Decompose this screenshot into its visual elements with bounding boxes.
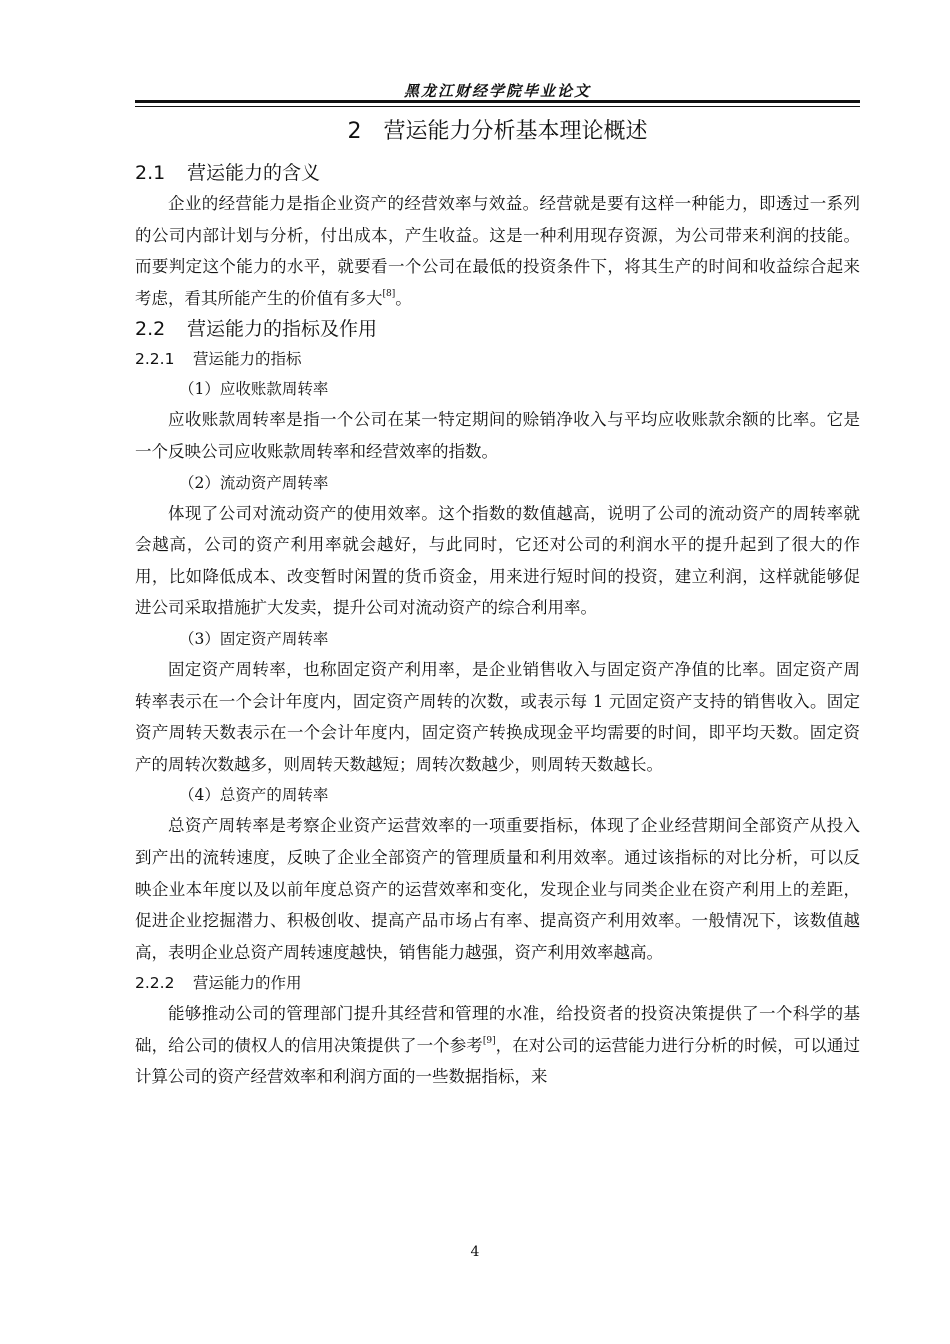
- paragraph-text-continued: ，在对公司的运营能力进行分析的时候，可以通过计算公司的资产经营效率和利润方面的一些数据指标，来: [135, 1035, 861, 1087]
- paragraph-end: 。: [395, 288, 412, 308]
- indicator-label: （3）固定资产周转率: [179, 629, 329, 648]
- indicator-paragraph: 固定资产周转率，也称固定资产利用率，是企业销售收入与固定资产净值的比率。固定资产周转率表示在一个会计年度内，固定资产周转的次数，或表示每 1 元固定资产支持的销售收入。固定资产周转天数表示在一个会计年度内，固定资产转换成现金平均需要的时间，即平均天数。固定资产的周转次数越多，则周转天数越短；周转次数越少，则周转天数越长。: [135, 659, 860, 774]
- indicator-label: （4）总资产的周转率: [179, 786, 329, 805]
- header-rule-thick: [135, 100, 860, 103]
- subsection-number: 2.2.2: [135, 974, 175, 993]
- chapter-title: 营运能力分析基本理论概述: [383, 119, 648, 144]
- page-number: 4: [470, 1244, 480, 1260]
- indicator-paragraph: 应收账款周转率是指一个公司在某一特定期间的赊销净收入与平均应收账款余额的比率。它是一个反映公司应收账款周转率和经营效率的指数。: [135, 410, 860, 461]
- chapter-number: 2: [347, 119, 362, 144]
- section-number: 2.1: [135, 162, 166, 184]
- section-2-2-2-paragraph: [135, 998, 860, 1093]
- subsection-number: 2.2.1: [135, 350, 175, 369]
- section-2-2-1-heading: [135, 344, 860, 374]
- paragraph-text: 能够推动公司的管理部门提升其经营和管理的水准，给投资者的投资决策提供了一个科学的基础，给公司的债权人的信用决策提供了一个参考: [135, 1004, 860, 1055]
- citation-ref: [8]: [382, 288, 396, 299]
- section-number: 2.2: [135, 318, 166, 341]
- citation-ref: [9]: [482, 1035, 496, 1046]
- header-rule-thin: [135, 106, 860, 107]
- section-2-2-heading: [135, 314, 860, 344]
- paragraph-text: 企业的经营能力是指企业资产的经营效率与效益。经营就是要有这样一种能力，即透过一系列的公司内部计划与分析，付出成本，产生收益。这是一种利用现存资源，为公司带来利润的技能。而要判定这个能力的水平，就要看一个公司在最低的投资条件下，将其生产的时间和收益综合起来考虑，看其所能产生的价值有多大: [135, 194, 860, 308]
- chapter-heading: [135, 112, 860, 152]
- running-header: 黑龙江财经学院毕业论文: [403, 82, 591, 100]
- indicator-paragraph: 总资产周转率是考察企业资产运营效率的一项重要指标，体现了企业经营期间全部资产从投入到产出的流转速度，反映了企业全部资产的管理质量和利用效率。通过该指标的对比分析，可以反映企业本年度以及以前年度总资产的运营效率和变化，发现企业与同类企业在资产利用上的差距，促进企业挖掘潜力、积极创收、提高产品市场占有率、提高资产利用效率。一般情况下，该数值越高，表明企业总资产周转速度越快，销售能力越强，资产利用效率越高。: [135, 816, 860, 962]
- subsection-title: 营运能力的指标: [193, 350, 302, 369]
- indicator-paragraph: 体现了公司对流动资产的使用效率。这个指数的数值越高，说明了公司的流动资产的周转率就会越高，公司的资产利用率就会越好，与此同时，它还对公司的利润水平的提升起到了很大的作用，比如降低成本、改变暂时闲置的货币资金，用来进行短时间的投资，建立利润，这样就能够促进公司采取措施扩大发卖，提升公司对流动资产的综合利用率。: [135, 503, 860, 618]
- section-title: 营运能力的指标及作用: [187, 318, 378, 341]
- subsection-title: 营运能力的作用: [193, 974, 302, 993]
- indicator-label: （2）流动资产周转率: [179, 473, 329, 492]
- indicator-label: （1）应收账款周转率: [179, 380, 329, 399]
- section-title: 营运能力的含义: [187, 162, 321, 184]
- page-body: [135, 112, 860, 1093]
- section-2-1-paragraph: [135, 188, 860, 314]
- section-2-1-heading: [135, 158, 860, 188]
- section-2-2-2-heading: [135, 968, 860, 998]
